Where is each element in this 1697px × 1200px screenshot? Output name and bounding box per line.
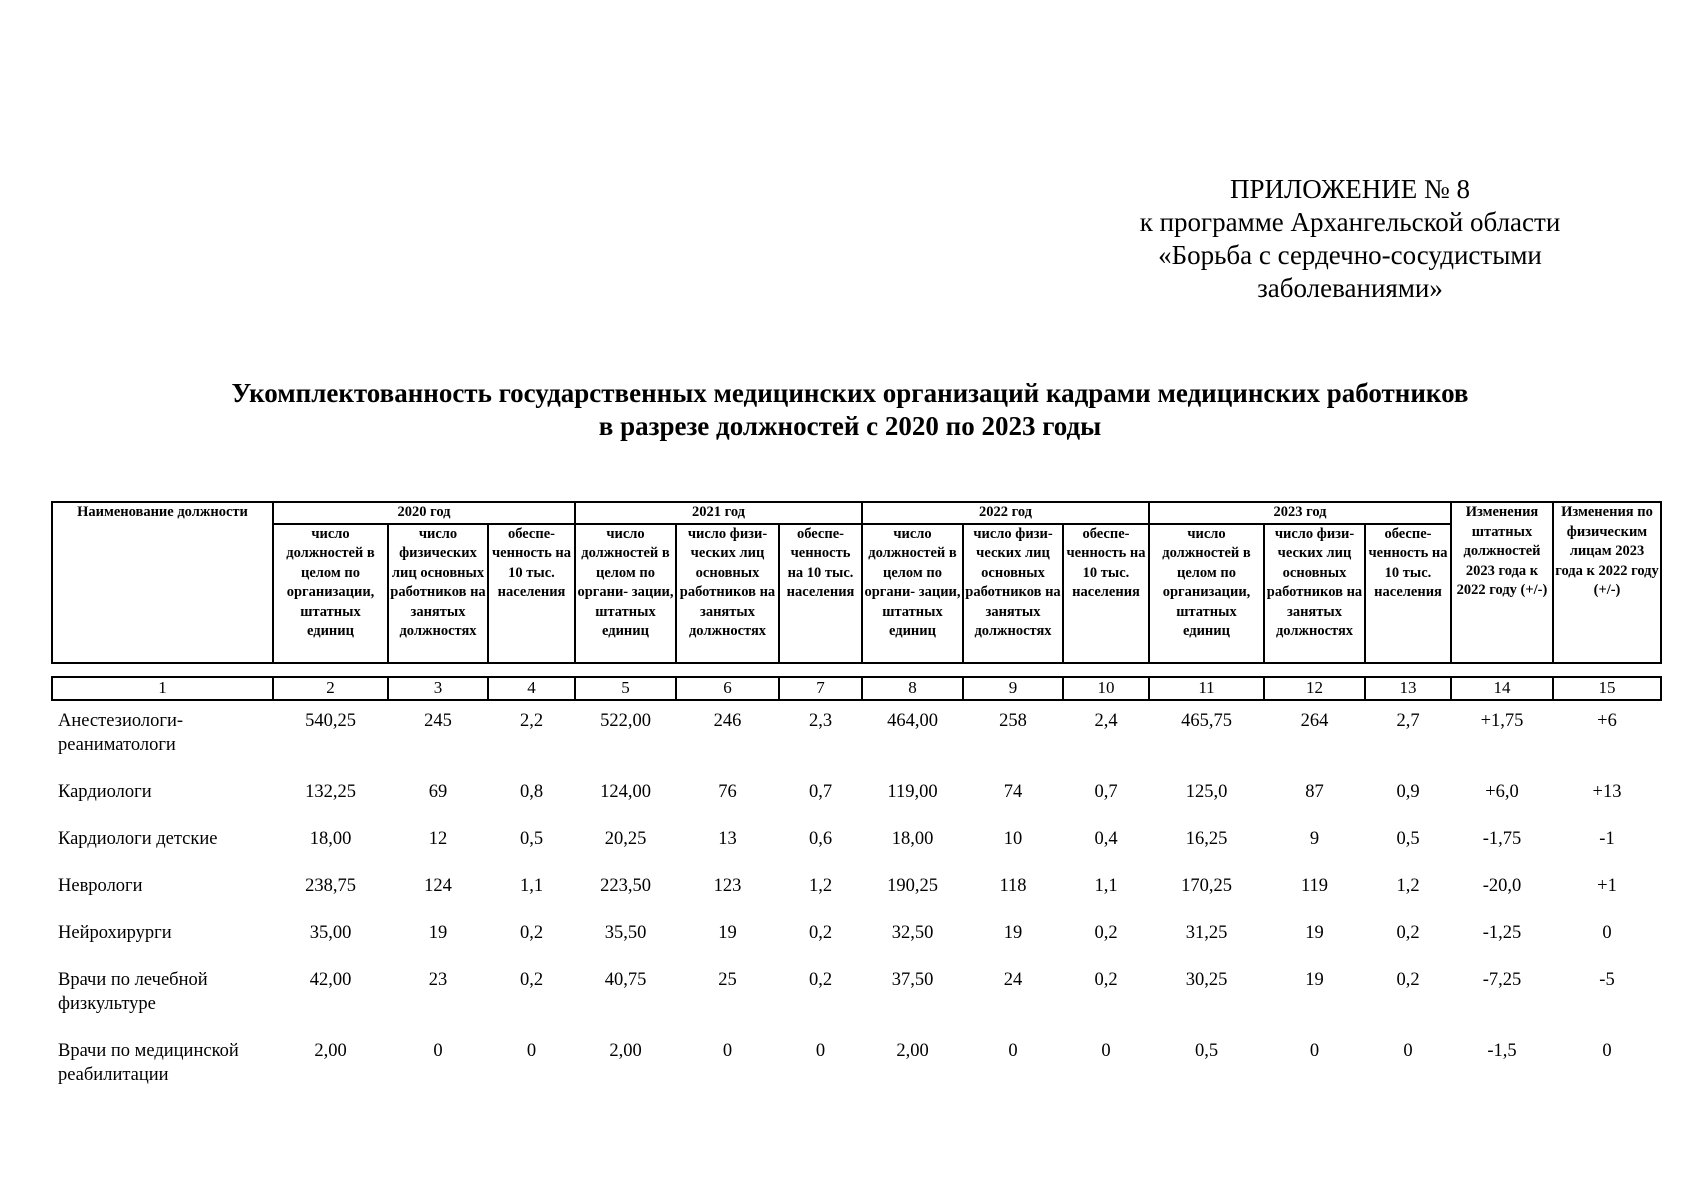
value-cell: 0,2 [519,969,544,990]
value-cell: 25 [718,969,737,990]
value-cell: 123 [713,875,742,896]
appendix-header [1110,173,1590,305]
value-cell: +6,0 [1485,781,1519,802]
table-row [52,772,1661,819]
value-cell: 0,7 [1094,781,1118,802]
value-cell: 2,00 [896,1040,929,1061]
value-cell: 0,2 [808,969,833,990]
value-cell: 18,00 [309,828,352,849]
appendix-program-name-line: «Борьба с сердечно-сосудистыми [1158,240,1542,270]
header-positions-2021: число должностей в целом по органи- зации, штатных единиц [575,524,676,663]
value-cell: 2,00 [314,1040,347,1061]
header-persons-2022: число физи- ческих лиц основных работников на занятых должностях [963,524,1063,663]
position-name-cell: Кардиологи детские [58,828,218,849]
header-change-persons: Изменения по физическим лицам 2023 года к 2022 году (+/-) [1553,502,1661,663]
value-cell: 119,00 [887,781,938,802]
column-number: 10 [1063,677,1149,700]
value-cell: 24 [1003,969,1023,990]
column-number: 9 [963,677,1063,700]
table-row [52,866,1661,913]
header-persons-2023: число физи- ческих лиц основных работников на занятых должностях [1264,524,1365,663]
column-number: 5 [575,677,676,700]
value-cell: 0 [1602,1040,1612,1061]
value-cell: 0,8 [519,781,544,802]
value-cell: 0 [722,1040,733,1061]
value-cell: 0,7 [808,781,833,802]
value-cell: 0 [1101,1040,1111,1061]
header-coverage-2021: обеспе- ченность на 10 тыс. населения [779,524,862,663]
value-cell: 464,00 [887,710,938,731]
value-cell: 522,00 [600,710,651,731]
column-number: 6 [676,677,779,700]
header-year-2020: 2020 год [273,502,575,524]
value-cell: 19 [1003,922,1023,943]
column-number: 2 [273,677,388,700]
value-cell: -1,25 [1482,922,1522,943]
value-cell: 19 [1305,922,1324,943]
value-cell: 1,1 [519,875,544,896]
value-cell: 32,50 [891,922,934,943]
table-body [52,700,1661,1109]
header-positions-2022: число должностей в целом по органи- зации, штатных единиц [862,524,963,663]
header-year-2023: 2023 год [1149,502,1451,524]
table-row [52,1031,1661,1109]
position-name-cell: Анестезиологи-реаниматологи [58,710,184,755]
header-spacer [52,663,1661,677]
value-cell: 23 [428,969,448,990]
value-cell: +6 [1597,710,1617,731]
value-cell: 465,75 [1181,710,1232,731]
header-coverage-2023: обеспе- ченность на 10 тыс. населения [1365,524,1451,663]
value-cell: 0 [1403,1040,1413,1061]
value-cell: -1,5 [1487,1040,1517,1061]
value-cell: 246 [713,710,742,731]
value-cell: 31,25 [1185,922,1228,943]
value-cell: 223,50 [600,875,651,896]
value-cell: -1 [1599,828,1615,849]
column-number: 14 [1451,677,1553,700]
value-cell: 124 [424,875,452,896]
column-number: 3 [388,677,488,700]
value-cell: 0,2 [1094,922,1118,943]
value-cell: 0 [815,1040,826,1061]
header-year-2022: 2022 год [862,502,1149,524]
column-number: 11 [1149,677,1264,700]
document-title-line-2: в разрезе должностей с 2020 по 2023 годы [598,411,1102,441]
value-cell: 119 [1300,875,1329,896]
staffing-table [51,501,1662,1109]
value-cell: 0,2 [1094,969,1118,990]
value-cell: 42,00 [309,969,352,990]
header-spacer-cell [52,663,1661,677]
value-cell: -7,25 [1482,969,1522,990]
value-cell: 0,4 [1094,828,1118,849]
value-cell: 0,2 [1396,922,1420,943]
value-cell: 0 [1602,922,1612,943]
value-cell: 0,6 [808,828,833,849]
appendix-number: ПРИЛОЖЕНИЕ № 8 [1229,174,1471,204]
value-cell: 0 [1309,1040,1320,1061]
value-cell: 0,2 [519,922,544,943]
value-cell: 37,50 [891,969,934,990]
table-row [52,819,1661,866]
value-cell: 245 [424,710,452,731]
column-number: 7 [779,677,862,700]
appendix-program-line: к программе Архангельской области [1139,207,1561,237]
value-cell: 264 [1300,710,1329,731]
value-cell: 40,75 [604,969,647,990]
value-cell: 2,2 [519,710,544,731]
value-cell: 125,0 [1185,781,1228,802]
header-change-staff: Изменения штатных должностей 2023 года к 2022 году (+/-) [1451,502,1553,663]
value-cell: 190,25 [887,875,938,896]
header-persons-2020: число физических лиц основных работников на занятых должностях [388,524,488,663]
position-name-cell: Врачи по лечебной физкультуре [58,969,208,1014]
value-cell: 35,00 [309,922,352,943]
value-cell: 0,5 [1396,828,1420,849]
value-cell: -20,0 [1482,875,1522,896]
value-cell: 132,25 [305,781,356,802]
value-cell: 74 [1003,781,1023,802]
value-cell: 2,7 [1396,710,1420,731]
value-cell: 2,00 [609,1040,642,1061]
value-cell: 0,2 [1396,969,1420,990]
value-cell: 0,5 [519,828,544,849]
document-title-line-1: Укомплектованность государственных медицинских организаций кадрами медицинских работников [231,378,1469,408]
table-row [52,960,1661,1031]
value-cell: 19 [1305,969,1324,990]
column-number: 15 [1553,677,1661,700]
value-cell: 2,4 [1094,710,1118,731]
header-coverage-2022: обеспе- ченность на 10 тыс. населения [1063,524,1149,663]
header-row-columns [52,524,1661,663]
column-number: 12 [1264,677,1365,700]
header-coverage-2020: обеспе- ченность на 10 тыс. населения [488,524,575,663]
value-cell: 1,1 [1094,875,1118,896]
column-number-row [52,677,1661,700]
value-cell: 124,00 [600,781,651,802]
position-name-cell: Нейрохирурги [58,922,172,943]
value-cell: 0 [526,1040,537,1061]
value-cell: 118 [999,875,1027,896]
value-cell: 35,50 [604,922,647,943]
value-cell: 0,2 [808,922,833,943]
value-cell: -1,75 [1482,828,1522,849]
value-cell: 20,25 [604,828,647,849]
value-cell: 170,25 [1181,875,1232,896]
position-name-cell: Неврологи [58,875,143,896]
table-row [52,913,1661,960]
header-positions-2020: число должностей в целом по организации, штатных единиц [273,524,388,663]
value-cell: 12 [428,828,448,849]
value-cell: 0,5 [1194,1040,1219,1061]
value-cell: 0 [433,1040,443,1061]
value-cell: 16,25 [1185,828,1228,849]
value-cell: 9 [1309,828,1320,849]
value-cell: 258 [999,710,1027,731]
value-cell: 10 [1003,828,1023,849]
value-cell: 76 [718,781,737,802]
value-cell: 13 [718,828,737,849]
value-cell: 19 [428,922,448,943]
header-positions-2023: число должностей в целом по организации, штатных единиц [1149,524,1264,663]
value-cell: +13 [1592,781,1622,802]
value-cell: 18,00 [891,828,934,849]
document-title [60,377,1640,443]
value-cell: 19 [718,922,737,943]
value-cell: 540,25 [305,710,356,731]
table-header [52,502,1661,700]
value-cell: -5 [1599,969,1615,990]
position-name-cell: Кардиологи [58,781,152,802]
value-cell: 2,3 [808,710,833,731]
header-persons-2021: число физи- ческих лиц основных работников на занятых должностях [676,524,779,663]
value-cell: 69 [428,781,448,802]
table-row [52,700,1661,772]
column-number: 1 [52,677,273,700]
header-row-years [52,502,1661,524]
header-year-2021: 2021 год [575,502,862,524]
column-number: 4 [488,677,575,700]
column-number: 8 [862,677,963,700]
value-cell: 1,2 [808,875,833,896]
value-cell: 1,2 [1396,875,1420,896]
value-cell: 0,9 [1396,781,1420,802]
value-cell: 0 [1008,1040,1018,1061]
value-cell: +1 [1597,875,1617,896]
value-cell: 87 [1305,781,1324,802]
column-number: 13 [1365,677,1451,700]
position-name-cell: Врачи по медицинской реабилитации [58,1040,239,1085]
value-cell: 30,25 [1185,969,1228,990]
appendix-program-name-end: заболеваниями» [1257,273,1443,303]
value-cell: 238,75 [305,875,356,896]
header-position-name: Наименование должности [52,502,273,663]
value-cell: +1,75 [1480,710,1524,731]
